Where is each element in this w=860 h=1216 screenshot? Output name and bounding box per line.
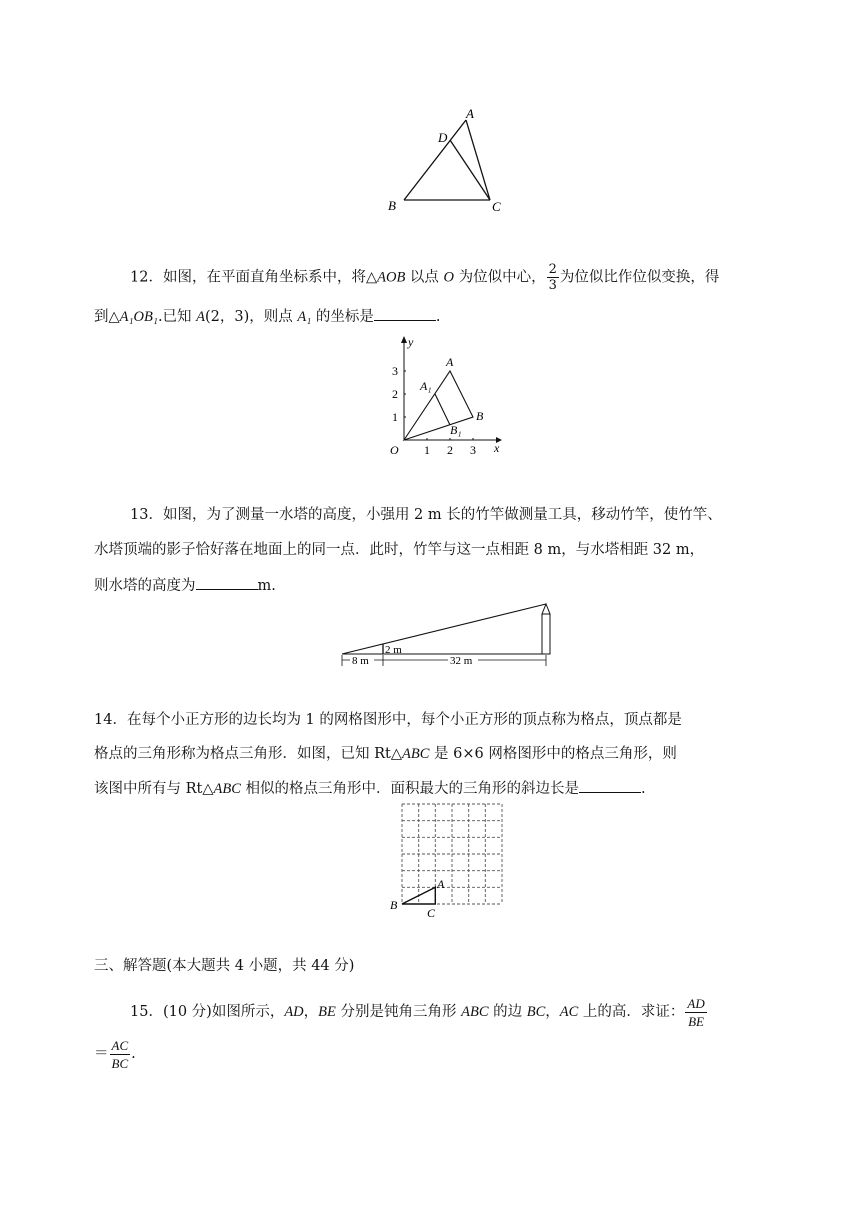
tower-icon: [542, 614, 550, 654]
question-14-line-2: 格点的三角形称为格点三角形．如图，已知 Rt△ABC 是 6×6 网格图形中的格点三角形，则: [94, 746, 677, 762]
question-13-line-3: 则水塔的高度为 m.: [94, 575, 276, 596]
label-a: A: [466, 106, 474, 121]
label-a1: A₁: [420, 379, 432, 393]
label-c: C: [492, 199, 501, 214]
figure-grid: [386, 800, 516, 922]
question-13-line-1: 13．如图，为了测量一水塔的高度，小强用 2 m 长的竹竿做测量工具，移动竹竿，使竹竿、: [130, 507, 722, 523]
question-12-line-2: 到△A₁OB₁.已知 A(2，3)，则点 A₁ 的坐标是 .: [94, 306, 441, 327]
label-a: A: [446, 355, 454, 369]
tick-y-2: 2: [392, 387, 398, 401]
question-14-line-1: 14．在每个小正方形的边长均为 1 的网格图形中，每个小正方形的顶点称为格点，顶点都是: [94, 712, 682, 728]
fraction-ad-over-be: $\frac{AD}{BE}$: [687, 995, 705, 1029]
answer-blank-12[interactable]: [374, 306, 436, 321]
answer-blank-14[interactable]: [579, 778, 641, 793]
label-b: B: [476, 409, 484, 423]
figure-water-tower: [330, 598, 560, 672]
figure-triangle-abd: [380, 104, 510, 216]
label-b1: B₁: [450, 423, 462, 437]
section-3-heading: 三、解答题(本大题共 4 小题，共 44 分): [94, 958, 355, 974]
question-15-line-2: ＝ $\frac{AC}{BC}$ .: [94, 1037, 136, 1071]
origin-label: O: [390, 443, 399, 457]
fraction-two-thirds: $\frac{2}{3}$: [548, 262, 557, 293]
figure-coordinate-plane: [386, 334, 516, 460]
tick-y-1: 1: [392, 410, 398, 424]
distance-8m-label: 8 m: [352, 655, 369, 667]
question-13-line-2: 水塔顶端的影子恰好落在地面上的同一点．此时，竹竿与这一点相距 8 m，与水塔相距 32 m，: [94, 542, 705, 558]
tick-y-3: 3: [392, 364, 398, 378]
axis-x-label: x: [494, 441, 500, 455]
tick-x-2: 2: [447, 443, 453, 457]
question-14-line-3: 该图中所有与 Rt△ABC 相似的格点三角形中．面积最大的三角形的斜边长是 .: [94, 778, 646, 799]
label-c: C: [427, 906, 436, 920]
label-b: B: [388, 198, 396, 213]
axis-y-label: y: [408, 335, 414, 349]
pole-length-label: 2 m: [385, 644, 402, 656]
tick-x-1: 1: [424, 443, 430, 457]
question-15-line-1: 15．(10 分)如图所示，AD，BE 分别是钝角三角形 ABC 的边 BC，AC 上的高．求证： $\frac{AD}{BE}$: [130, 995, 705, 1029]
label-b: B: [390, 898, 398, 912]
label-a: A: [437, 877, 445, 891]
label-d: D: [438, 130, 448, 145]
question-12-line-1: 12．如图，在平面直角坐标系中，将△AOB 以点 O 为位似中心， $\frac{2}{3}$ 为位似比作位似变换，得: [130, 262, 720, 293]
tick-x-3: 3: [470, 443, 476, 457]
distance-32m-label: 32 m: [450, 655, 473, 667]
answer-blank-13[interactable]: [196, 575, 258, 590]
fraction-ac-over-bc: $\frac{AC}{BC}$: [111, 1037, 129, 1071]
